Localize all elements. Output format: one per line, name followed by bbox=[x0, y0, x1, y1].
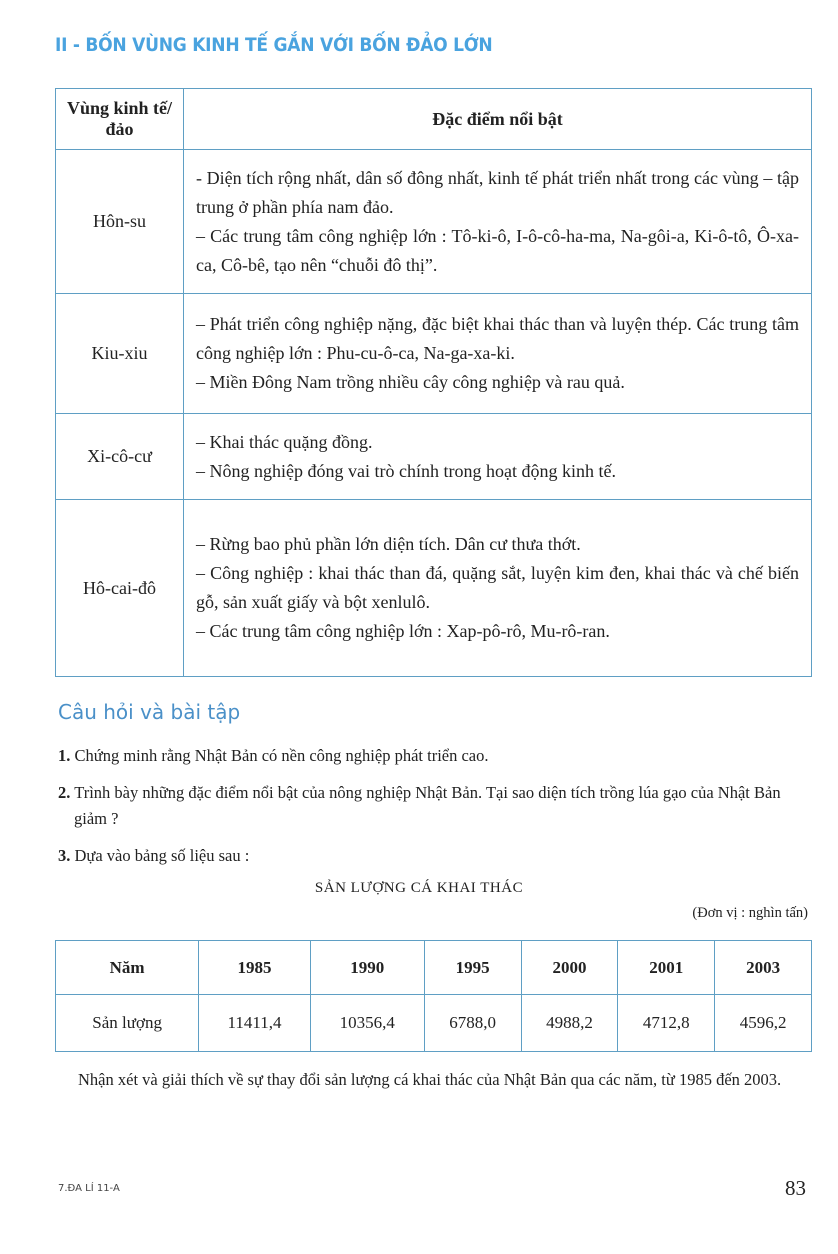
fish-table bbox=[55, 940, 812, 1052]
table-header-row bbox=[56, 89, 812, 150]
feature-point: – Các trung tâm công nghiệp lớn : Tô-ki-ô, I-ô-cô-ha-ma, Na-gôi-a, Ki-ô-tô, Ô-xa-ca, Cô-bê, tạo nên “chuỗi đô thị”. bbox=[196, 225, 799, 275]
row-label: Sản lượng bbox=[56, 995, 199, 1052]
header-cell: 1990 bbox=[310, 941, 424, 995]
feature-point: – Rừng bao phủ phần lớn diện tích. Dân cư thưa thớt. bbox=[196, 534, 581, 554]
exercise-instruction: Nhận xét và giải thích về sự thay đổi sản lượng cá khai thác của Nhật Bản qua các năm, từ 1985 đến 2003. bbox=[78, 1070, 782, 1089]
table-row bbox=[56, 995, 812, 1052]
feature-point: – Miền Đông Nam trồng nhiều cây công nghiệp và rau quả. bbox=[196, 372, 625, 392]
header-region: Vùng kinh tế/đảo bbox=[56, 89, 184, 150]
header-cell: 2001 bbox=[618, 941, 715, 995]
header-features: Đặc điểm nổi bật bbox=[184, 89, 812, 150]
table-row bbox=[56, 414, 812, 500]
feature-point: – Các trung tâm công nghiệp lớn : Xap-pô-rô, Mu-rô-ran. bbox=[196, 621, 610, 641]
question-2 bbox=[58, 780, 810, 832]
value-cell: 11411,4 bbox=[199, 995, 310, 1052]
question-number: 2. bbox=[58, 783, 71, 802]
value-cell: 4988,2 bbox=[521, 995, 618, 1052]
feature-point: – Công nghiệp : khai thác than đá, quặng sắt, luyện kim đen, khai thác và chế biến gỗ, sản xuất giấy và bột xenlulô. bbox=[196, 563, 799, 612]
header-cell: 1985 bbox=[199, 941, 310, 995]
header-cell: 2003 bbox=[715, 941, 812, 995]
question-1 bbox=[58, 743, 810, 769]
value-cell: 4712,8 bbox=[618, 995, 715, 1052]
region-features bbox=[184, 414, 812, 500]
table-row bbox=[56, 294, 812, 414]
feature-point: – Phát triển công nghiệp nặng, đặc biệt khai thác than và luyện thép. Các trung tâm công nghiệp lớn : Phu-cu-ô-ca, Na-ga-xa-ki. bbox=[196, 314, 799, 363]
question-3 bbox=[58, 843, 810, 869]
questions-title: Câu hỏi và bài tập bbox=[58, 700, 241, 724]
footer-book-code: 7.ĐA LÍ 11-A bbox=[58, 1183, 120, 1194]
question-number: 3. bbox=[58, 846, 71, 865]
feature-point: – Khai thác quặng đồng. bbox=[196, 431, 373, 452]
feature-point: – Nông nghiệp đóng vai trò chính trong hoạt động kinh tế. bbox=[196, 460, 616, 481]
value-cell: 6788,0 bbox=[424, 995, 521, 1052]
table-row bbox=[56, 500, 812, 677]
region-name: Hô-cai-đô bbox=[56, 500, 184, 677]
value-cell: 4596,2 bbox=[715, 995, 812, 1052]
question-number: 1. bbox=[58, 746, 71, 765]
feature-point: - Diện tích rộng nhất, dân số đông nhất, kinh tế phát triển nhất trong các vùng – tập trung ở phần phía nam đảo. bbox=[196, 167, 799, 217]
question-text: Chứng minh rằng Nhật Bản có nền công nghiệp phát triển cao. bbox=[74, 746, 489, 765]
regions-table bbox=[55, 88, 812, 677]
question-text: Trình bày những đặc điểm nổi bật của nông nghiệp Nhật Bản. Tại sao diện tích trồng lúa gạo của Nhật Bản giảm ? bbox=[74, 783, 781, 828]
header-cell: 1995 bbox=[424, 941, 521, 995]
region-features bbox=[184, 500, 812, 677]
table-header-row bbox=[56, 941, 812, 995]
question-text: Dựa vào bảng số liệu sau : bbox=[74, 846, 250, 865]
header-cell: 2000 bbox=[521, 941, 618, 995]
fish-table-title: SẢN LƯỢNG CÁ KHAI THÁC bbox=[314, 880, 524, 896]
section-title: II - BỐN VÙNG KINH TẾ GẮN VỚI BỐN ĐẢO LỚN bbox=[55, 34, 493, 56]
value-cell: 10356,4 bbox=[310, 995, 424, 1052]
fish-table-unit: (Đơn vị : nghìn tấn) bbox=[692, 905, 808, 921]
page-number: 83 bbox=[785, 1176, 806, 1200]
region-features bbox=[184, 150, 812, 294]
region-name: Xi-cô-cư bbox=[56, 414, 184, 500]
header-cell: Năm bbox=[56, 941, 199, 995]
region-features bbox=[184, 294, 812, 414]
table-row bbox=[56, 150, 812, 294]
region-name: Hôn-su bbox=[56, 150, 184, 294]
region-name: Kiu-xiu bbox=[56, 294, 184, 414]
